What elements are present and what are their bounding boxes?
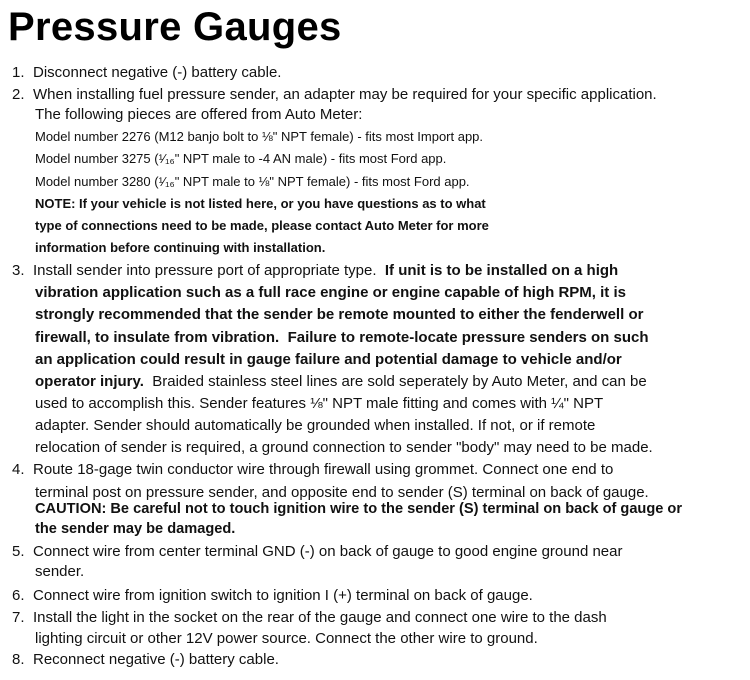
model-item: Model number 3280 (¹⁄₁₆" NPT male to ⅛" NPT female) - fits most Ford app.	[35, 174, 470, 189]
step-text: Reconnect negative (-) battery cable.	[33, 651, 279, 668]
page-title: Pressure Gauges	[8, 5, 342, 49]
step-3-line	[35, 372, 647, 392]
step-text: Route 18-gage twin conductor wire through firewall using grommet. Connect one end to	[33, 461, 614, 478]
step-3-line: relocation of sender is required, a ground connection to sender "body" may need to be made.	[35, 439, 653, 456]
step-3-line: strongly recommended that the sender be remote mounted to either the fenderwell or	[35, 306, 644, 323]
step-number: 8.	[12, 651, 25, 668]
caution-text: the sender may be damaged.	[35, 521, 236, 537]
step-text: Connect wire from center terminal GND (-) on back of gauge to good engine ground near	[33, 543, 623, 560]
note-line: type of connections need to be made, please contact Auto Meter for more	[35, 218, 489, 233]
model-item: Model number 3275 (¹⁄₁₆" NPT male to -4 AN male) - fits most Ford app.	[35, 151, 447, 166]
step-3-line: used to accomplish this. Sender features ⅛" NPT male fitting and comes with ¼" NPT	[35, 395, 604, 412]
step-text: Connect wire from ignition switch to ignition I (+) terminal on back of gauge.	[33, 587, 533, 604]
step-6	[12, 586, 533, 606]
step-text: Braided stainless steel lines are sold seperately by Auto Meter, and can be	[152, 373, 647, 390]
step-3-line: adapter. Sender should automatically be grounded when installed. If not, or if remote	[35, 417, 596, 434]
step-5-line: sender.	[35, 563, 85, 580]
step-2-line-2: The following pieces are offered from Auto Meter:	[35, 106, 363, 123]
step-number: 4.	[12, 461, 25, 478]
step-3-line: vibration application such as a full race engine or engine capable of high RPM, it is	[35, 284, 626, 301]
step-2	[12, 85, 657, 105]
step-text-bold: operator injury.	[35, 373, 144, 390]
step-5	[12, 542, 622, 562]
step-3-line	[35, 328, 649, 348]
step-1	[12, 63, 281, 83]
step-7-line: lighting circuit or other 12V power source. Connect the other wire to ground.	[35, 630, 538, 647]
step-7	[12, 608, 607, 628]
step-8	[12, 650, 279, 670]
step-text-bold: If unit is to be installed on a high	[384, 262, 619, 279]
step-number: 2.	[12, 86, 25, 103]
step-4	[12, 460, 613, 480]
step-number: 7.	[12, 609, 25, 626]
note-line: information before continuing with installation.	[35, 240, 326, 255]
note-line: NOTE: If your vehicle is not listed here, or you have questions as to what	[35, 196, 486, 211]
caution-text: CAUTION: Be careful not to touch ignition wire to the sender (S) terminal on back of gauge or	[35, 501, 683, 517]
model-item: Model number 2276 (M12 banjo bolt to ⅛" NPT female) - fits most Import app.	[35, 129, 484, 144]
step-text: Disconnect negative (-) battery cable.	[33, 64, 282, 81]
step-text-bold: Failure to remote-locate pressure senders on such	[287, 329, 649, 346]
step-text: When installing fuel pressure sender, an adapter may be required for your specific application.	[33, 86, 657, 103]
step-number: 5.	[12, 543, 25, 560]
step-text: Install the light in the socket on the rear of the gauge and connect one wire to the dash	[33, 609, 607, 626]
step-text: Install sender into pressure port of appropriate type.	[33, 262, 377, 279]
step-3	[12, 261, 618, 281]
step-number: 6.	[12, 587, 25, 604]
step-text-bold: firewall, to insulate from vibration.	[35, 329, 280, 346]
step-number: 1.	[12, 64, 25, 81]
step-number: 3.	[12, 262, 25, 279]
step-4-line: terminal post on pressure sender, and opposite end to sender (S) terminal on back of gauge.	[35, 484, 649, 501]
step-3-line: an application could result in gauge failure and potential damage to vehicle and/or	[35, 351, 622, 368]
